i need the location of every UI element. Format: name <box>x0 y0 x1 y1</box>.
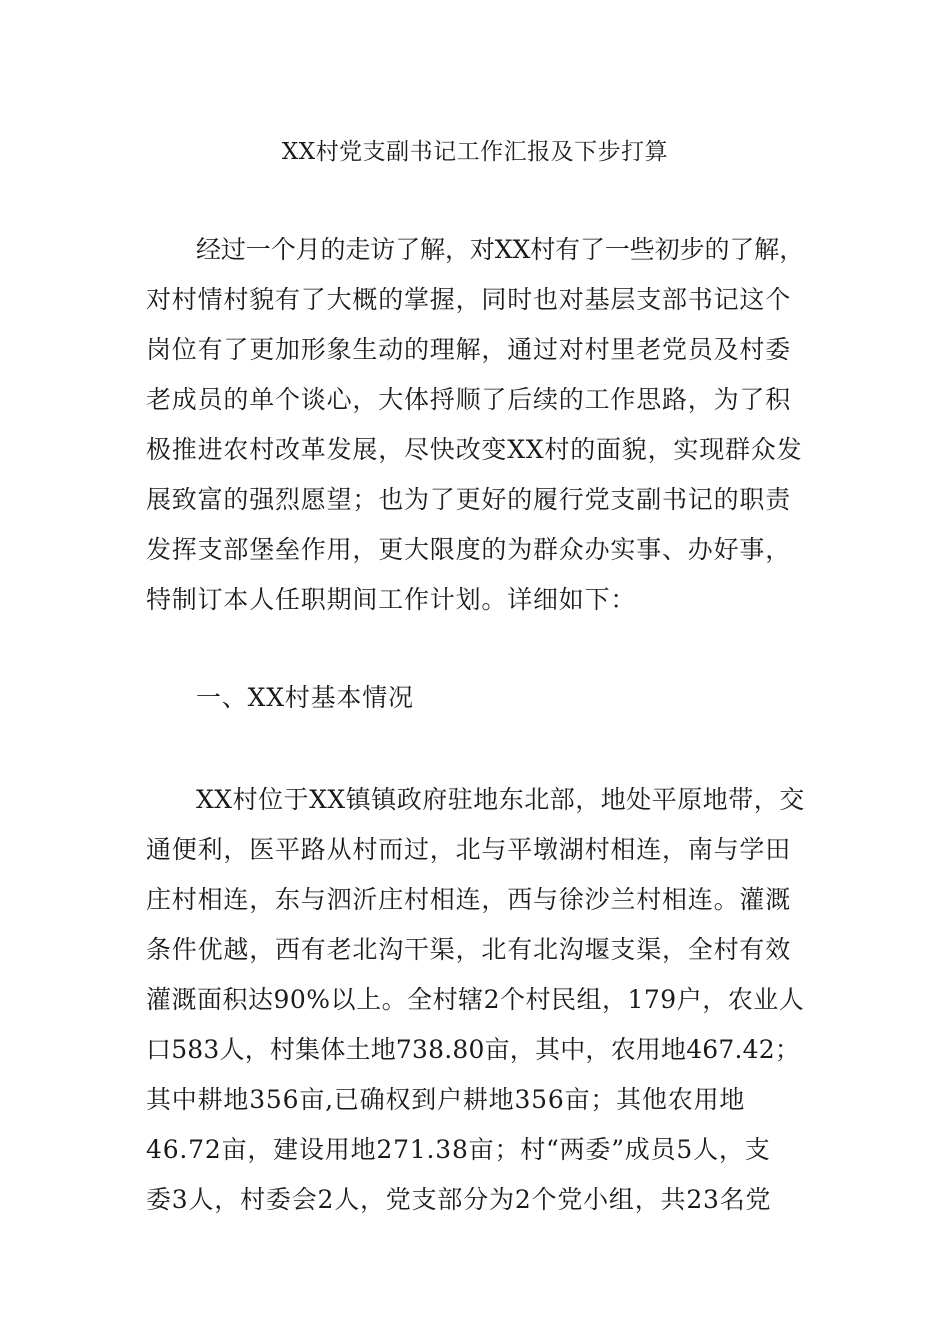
paragraph-2-line: 口583人，村集体土地738.80亩，其中，农用地467.42； <box>146 1035 801 1064</box>
paragraph-1-line: 极推进农村改革发展，尽快改变XX村的面貌，实现群众发 <box>146 435 803 464</box>
section-heading: 一、XX村基本情况 <box>196 683 414 712</box>
paragraph-2-line: 灌溉面积达90%以上。全村辖2个村民组，179户，农业人 <box>146 985 805 1014</box>
paragraph-2-line: 46.72亩，建设用地271.38亩；村“两委”成员5人，支 <box>146 1135 771 1164</box>
paragraph-2-line: 庄村相连，东与泗沂庄村相连，西与徐沙兰村相连。灌溉 <box>146 885 792 914</box>
paragraph-1-line: 经过一个月的走访了解，对XX村有了一些初步的了解， <box>196 235 805 264</box>
paragraph-1-line: 老成员的单个谈心，大体捋顺了后续的工作思路，为了积 <box>146 385 792 414</box>
paragraph-2-line: 委3人，村委会2人，党支部分为2个党小组，共23名党 <box>146 1185 772 1214</box>
paragraph-1-line: 岗位有了更加形象生动的理解，通过对村里老党员及村委 <box>146 335 792 364</box>
document-title: XX村党支副书记工作汇报及下步打算 <box>281 139 669 165</box>
paragraph-2-line: 其中耕地356亩,已确权到户耕地356亩；其他农用地 <box>146 1085 746 1114</box>
paragraph-1-line: 发挥支部堡垒作用，更大限度的为群众办实事、办好事， <box>146 535 792 564</box>
paragraph-1-line: 对村情村貌有了大概的掌握，同时也对基层支部书记这个 <box>146 285 792 314</box>
paragraph-2-line: 通便利，医平路从村而过，北与平墩湖村相连，南与学田 <box>146 835 792 864</box>
paragraph-1-line: 展致富的强烈愿望；也为了更好的履行党支副书记的职责 <box>146 485 792 514</box>
paragraph-2-line: 条件优越，西有老北沟干渠，北有北沟堰支渠，全村有效 <box>146 935 792 964</box>
paragraph-1-line: 特制订本人任职期间工作计划。详细如下： <box>146 585 637 614</box>
paragraph-2-line: XX村位于XX镇镇政府驻地东北部，地处平原地带，交 <box>196 785 805 814</box>
